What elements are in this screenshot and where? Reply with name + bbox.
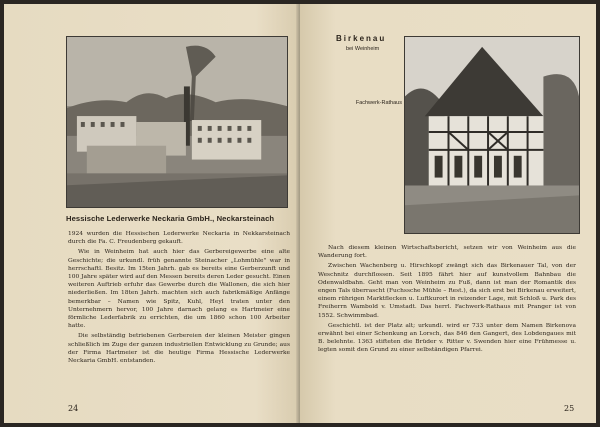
photo-caption: Hessische Lederwerke Neckaria GmbH., Neckarsteinach: [66, 214, 275, 223]
paragraph: Nach diesem kleinen Wirtschaftsbericht, setzen wir von Weinheim aus die Wanderung fort.: [318, 245, 576, 260]
paragraph: Die selbständig betriebenen Gerbereien der kleinen Meister gingen schließlich im Zuge der ganzen industriellen Entwicklung zu Grunde; aus der Firma Hartmeier ist die heutige Firma Hessische Lederwerke Neckaria GmbH. entstanden.: [68, 333, 290, 365]
left-page: [4, 4, 300, 423]
paragraph: Geschichtl. ist der Platz alt; urkundl. wird er 733 unter dem Namen Birkenova erwähnt bei einer Schenkung an Lorsch, das 846 den Gangert, des Lobdengaues mit B. belehnte. 1363 stifteten die Brüder v. Ritter v. Swenden hier eine Frühmesse u. legten somit den Grund zu einer selbständigen Pfarrei.: [318, 322, 576, 354]
right-body-text: [318, 244, 576, 357]
rathaus-photo: [404, 36, 580, 234]
place-subtitle: bei Weinheim: [346, 46, 380, 52]
factory-photo: [66, 36, 288, 208]
page-number: 25: [564, 404, 575, 413]
paragraph: Zwischen Wachenberg u. Hirschkopf zwängt sich das Birkenauer Tal, von der Weschnitz durchflossen. Seit 1895 fährt hier auf kunstvollem Bahnbau die Odenwaldbahn. Geht man von Weinheim zu Fuß, dann ist man der Romantik des engen Tals überrascht (Fuchssche Mühle – Rest.), da sich erst bei Birkenau erweitert, einem rührigen Marktflecken u. Luftkurort in reizender Lage, mit Schloß u. Park des Freiherrn Wambold v. Umstadt. Das herrl. Fachwerk-Rathaus mit Pranger ist von 1552. Schwimmbad.: [318, 263, 576, 319]
paragraph: Wie in Weinheim hat auch hier das Gerbereigewerbe eine alte Geschichte; die urkundl. früh genannte Steinacher „Lohmühle" war in herrschaftl. Besitz. Im 15ten Jahrh. gab es bereits eine Gerberzunft und 100 Jahre später wird auf den Messen bereits deren Leder gesucht. Einen weiteren Auftrieb erfuhr das Gewerbe durch die Wallonen, die sich hier niederließen. Im 18ten Jahrh. machten sich auch fabrikmäßige Anfänge bemerkbar – Namen wie Spitz, Kuhl, Heyl traten unter den Unternehmern hervor, 100 Jahre darnach gelang es Hartmeier eine förmliche Lederfabrik zu errichten, die um 1860 schon 100 Arbeiter hatte.: [68, 249, 290, 330]
page-number: 24: [68, 404, 79, 413]
book-spread: [4, 4, 596, 423]
photo-side-label: Fachwerk-Rathaus: [355, 100, 402, 106]
right-page: [300, 4, 596, 423]
place-title: Birkenau: [336, 34, 387, 43]
left-body-text: [68, 230, 290, 367]
paragraph: 1924 wurden die Hessischen Lederwerke Neckaria in Nekkarsteinach durch die Fa. C. Freudenberg gekauft.: [68, 231, 290, 246]
